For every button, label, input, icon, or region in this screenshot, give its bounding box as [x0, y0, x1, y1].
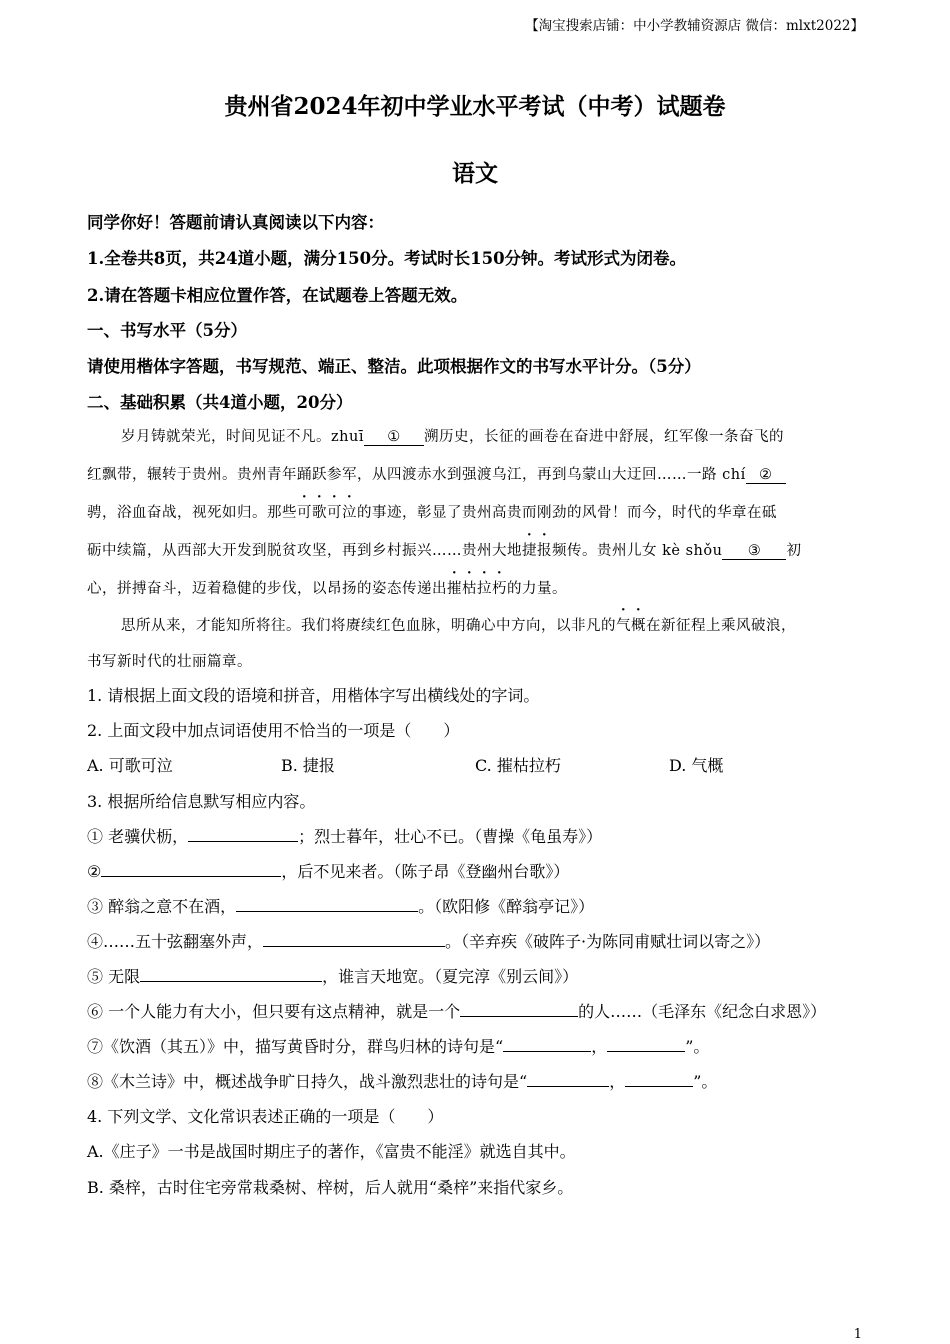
q3-item-1 — [87, 824, 602, 847]
section1-heading: 一、书写水平（5分） — [87, 321, 247, 340]
q3-text: ，谁言天地宽。（夏完淳《别云间》） — [322, 967, 579, 986]
passage-line-4 — [87, 539, 801, 560]
dotted-char: 气 — [616, 618, 631, 634]
q3-text: ⑦《饮酒（其五）》中，描写黄昏时分，群鸟归林的诗句是“ — [87, 1037, 504, 1056]
q3-item-5 — [87, 964, 578, 987]
passage-line-6 — [121, 614, 796, 635]
passage-text: 的力量。 — [507, 581, 567, 597]
dotted-char: 概 — [631, 618, 646, 634]
q4-option-a: A.《庄子》一书是战国时期庄子的著作，《富贵不能淫》就选自其中。 — [87, 1142, 576, 1161]
dotted-char: 枯 — [462, 581, 477, 597]
section1-instruction: 请使用楷体字答题，书写规范、端正、整洁。此项根据作文的书写水平计分。（5分） — [87, 357, 701, 376]
passage-line-2 — [87, 463, 786, 484]
subject-title: 语文 — [452, 160, 498, 187]
passage-text: 的事迹，彰显了贵州高贵而刚劲的风骨！而今，时代的华章在砥 — [357, 505, 777, 521]
passage-text: 初 — [786, 543, 802, 559]
passage-text: 心，拼搏奋斗，迈着稳健的步伐，以昂扬的姿态传递出 — [87, 581, 447, 597]
q3-text: 。（欧阳修《醉翁亭记》） — [418, 897, 595, 916]
q3-text: 。（辛弃疾《破阵子·为陈同甫赋壮词以寄之》） — [445, 932, 771, 951]
fill-blank[interactable] — [625, 1072, 693, 1087]
fill-blank[interactable] — [101, 862, 281, 877]
q3-text: ， — [591, 1037, 608, 1056]
passage-text: 思所从来，才能知所将往。我们将赓续红色血脉，明确心中方向，以非凡的 — [121, 618, 616, 634]
q3-item-2 — [87, 859, 569, 882]
q3-text: ；烈士暮年，壮心不已。（曹操《龟虽寿》） — [298, 827, 603, 846]
q2-option-b: B. 捷报 — [281, 756, 335, 775]
dotted-char: 拉 — [477, 581, 492, 597]
q3-text: 的人……（毛泽东《纪念白求恩》） — [578, 1002, 827, 1021]
fill-blank[interactable] — [527, 1072, 609, 1087]
notice-item-2: 2.请在答题卡相应位置作答，在试题卷上答题无效。 — [87, 286, 468, 305]
q2-option-a: A. 可歌可泣 — [87, 756, 173, 775]
passage-text: 岁月铸就荣光，时间见证不凡。zhuī — [121, 429, 364, 445]
q3-text: ⑧《木兰诗》中，概述战争旷日持久，战斗激烈悲壮的诗句是“ — [87, 1072, 528, 1091]
fill-blank[interactable] — [263, 932, 445, 947]
passage-text: 骋，浴血奋战，视死如归。那些 — [87, 505, 297, 521]
passage-text: 溯历史，长征的画卷在奋进中舒展，红军像一条奋飞的 — [423, 429, 784, 445]
dotted-char: 泣 — [342, 505, 357, 521]
q3-text: ② — [87, 862, 102, 881]
notice-item-1: 1.全卷共8页，共24道小题，满分150分。考试时长150分钟。考试形式为闭卷。 — [87, 249, 687, 268]
blank-3: ③ — [722, 544, 786, 560]
q3-item-3 — [87, 894, 594, 917]
q3-text: ， — [609, 1072, 626, 1091]
passage-line-7: 书写新时代的壮丽篇章。 — [87, 654, 252, 670]
dotted-char: 捷 — [522, 543, 537, 559]
fill-blank[interactable] — [460, 1002, 578, 1017]
fill-blank[interactable] — [236, 897, 418, 912]
fill-blank[interactable] — [607, 1037, 685, 1052]
q3-item-4 — [87, 929, 770, 952]
q4-option-b: B. 桑梓，古时住宅旁常栽桑树、梓树，后人就用“桑梓”来指代家乡。 — [87, 1178, 574, 1197]
dotted-char: 报 — [537, 543, 552, 559]
q3-item-6 — [87, 999, 826, 1022]
q3-text: ，后不见来者。（陈子昂《登幽州台歌》） — [281, 862, 570, 881]
header-note: 【淘宝搜索店铺：中小学教辅资源店 微信：mlxt2022】 — [525, 18, 864, 34]
q3-item-8 — [87, 1069, 717, 1092]
fill-blank[interactable] — [503, 1037, 591, 1052]
passage-line-3 — [87, 501, 777, 522]
notice-greeting: 同学你好！答题前请认真阅读以下内容： — [87, 213, 384, 232]
q3-text: ”。 — [685, 1037, 710, 1056]
passage-text: 砺中续篇，从西部大开发到脱贫攻坚，再到乡村振兴……贵州大地 — [87, 543, 522, 559]
q3-text: ⑤ 无限 — [87, 967, 141, 986]
dotted-char: 可 — [297, 505, 312, 521]
dotted-char: 歌 — [312, 505, 327, 521]
passage-text: 在新征程上乘风破浪， — [646, 618, 796, 634]
blank-1: ① — [364, 430, 424, 446]
dotted-char: 朽 — [492, 581, 507, 597]
question-3: 3. 根据所给信息默写相应内容。 — [87, 792, 316, 811]
passage-text: 频传。贵州儿女 kè shǒu — [552, 543, 723, 559]
q3-item-7 — [87, 1034, 709, 1057]
q2-option-c: C. 摧枯拉朽 — [475, 756, 561, 775]
passage-line-1 — [121, 425, 784, 446]
section2-heading: 二、基础积累（共4道小题，20分） — [87, 393, 353, 412]
q3-text: ④……五十弦翻塞外声， — [87, 932, 264, 951]
exam-title: 贵州省2024年初中学业水平考试（中考）试题卷 — [224, 93, 726, 120]
q3-text: ① 老骥伏枥， — [87, 827, 189, 846]
page-number: 1 — [853, 1327, 862, 1342]
q3-text: ”。 — [693, 1072, 718, 1091]
dotted-char: 可 — [327, 505, 342, 521]
dotted-char: 摧 — [447, 581, 462, 597]
fill-blank[interactable] — [188, 827, 298, 842]
passage-text: 红飘带，辗转于贵州。贵州青年踊跃参军，从四渡赤水到强渡乌江，再到乌蒙山大迂回……一路 chí — [87, 467, 746, 483]
question-4: 4. 下列文学、文化常识表述正确的一项是（ ） — [87, 1107, 444, 1126]
blank-2: ② — [746, 468, 786, 484]
q3-text: ③ 醉翁之意不在酒， — [87, 897, 237, 916]
question-2: 2. 上面文段中加点词语使用不恰当的一项是（ ） — [87, 721, 460, 740]
q2-option-d: D. 气概 — [669, 756, 724, 775]
fill-blank[interactable] — [140, 967, 322, 982]
question-1: 1. 请根据上面文段的语境和拼音，用楷体字写出横线处的字词。 — [87, 686, 540, 705]
passage-line-5 — [87, 577, 567, 598]
q3-text: ⑥ 一个人能力有大小，但只要有这点精神，就是一个 — [87, 1002, 461, 1021]
